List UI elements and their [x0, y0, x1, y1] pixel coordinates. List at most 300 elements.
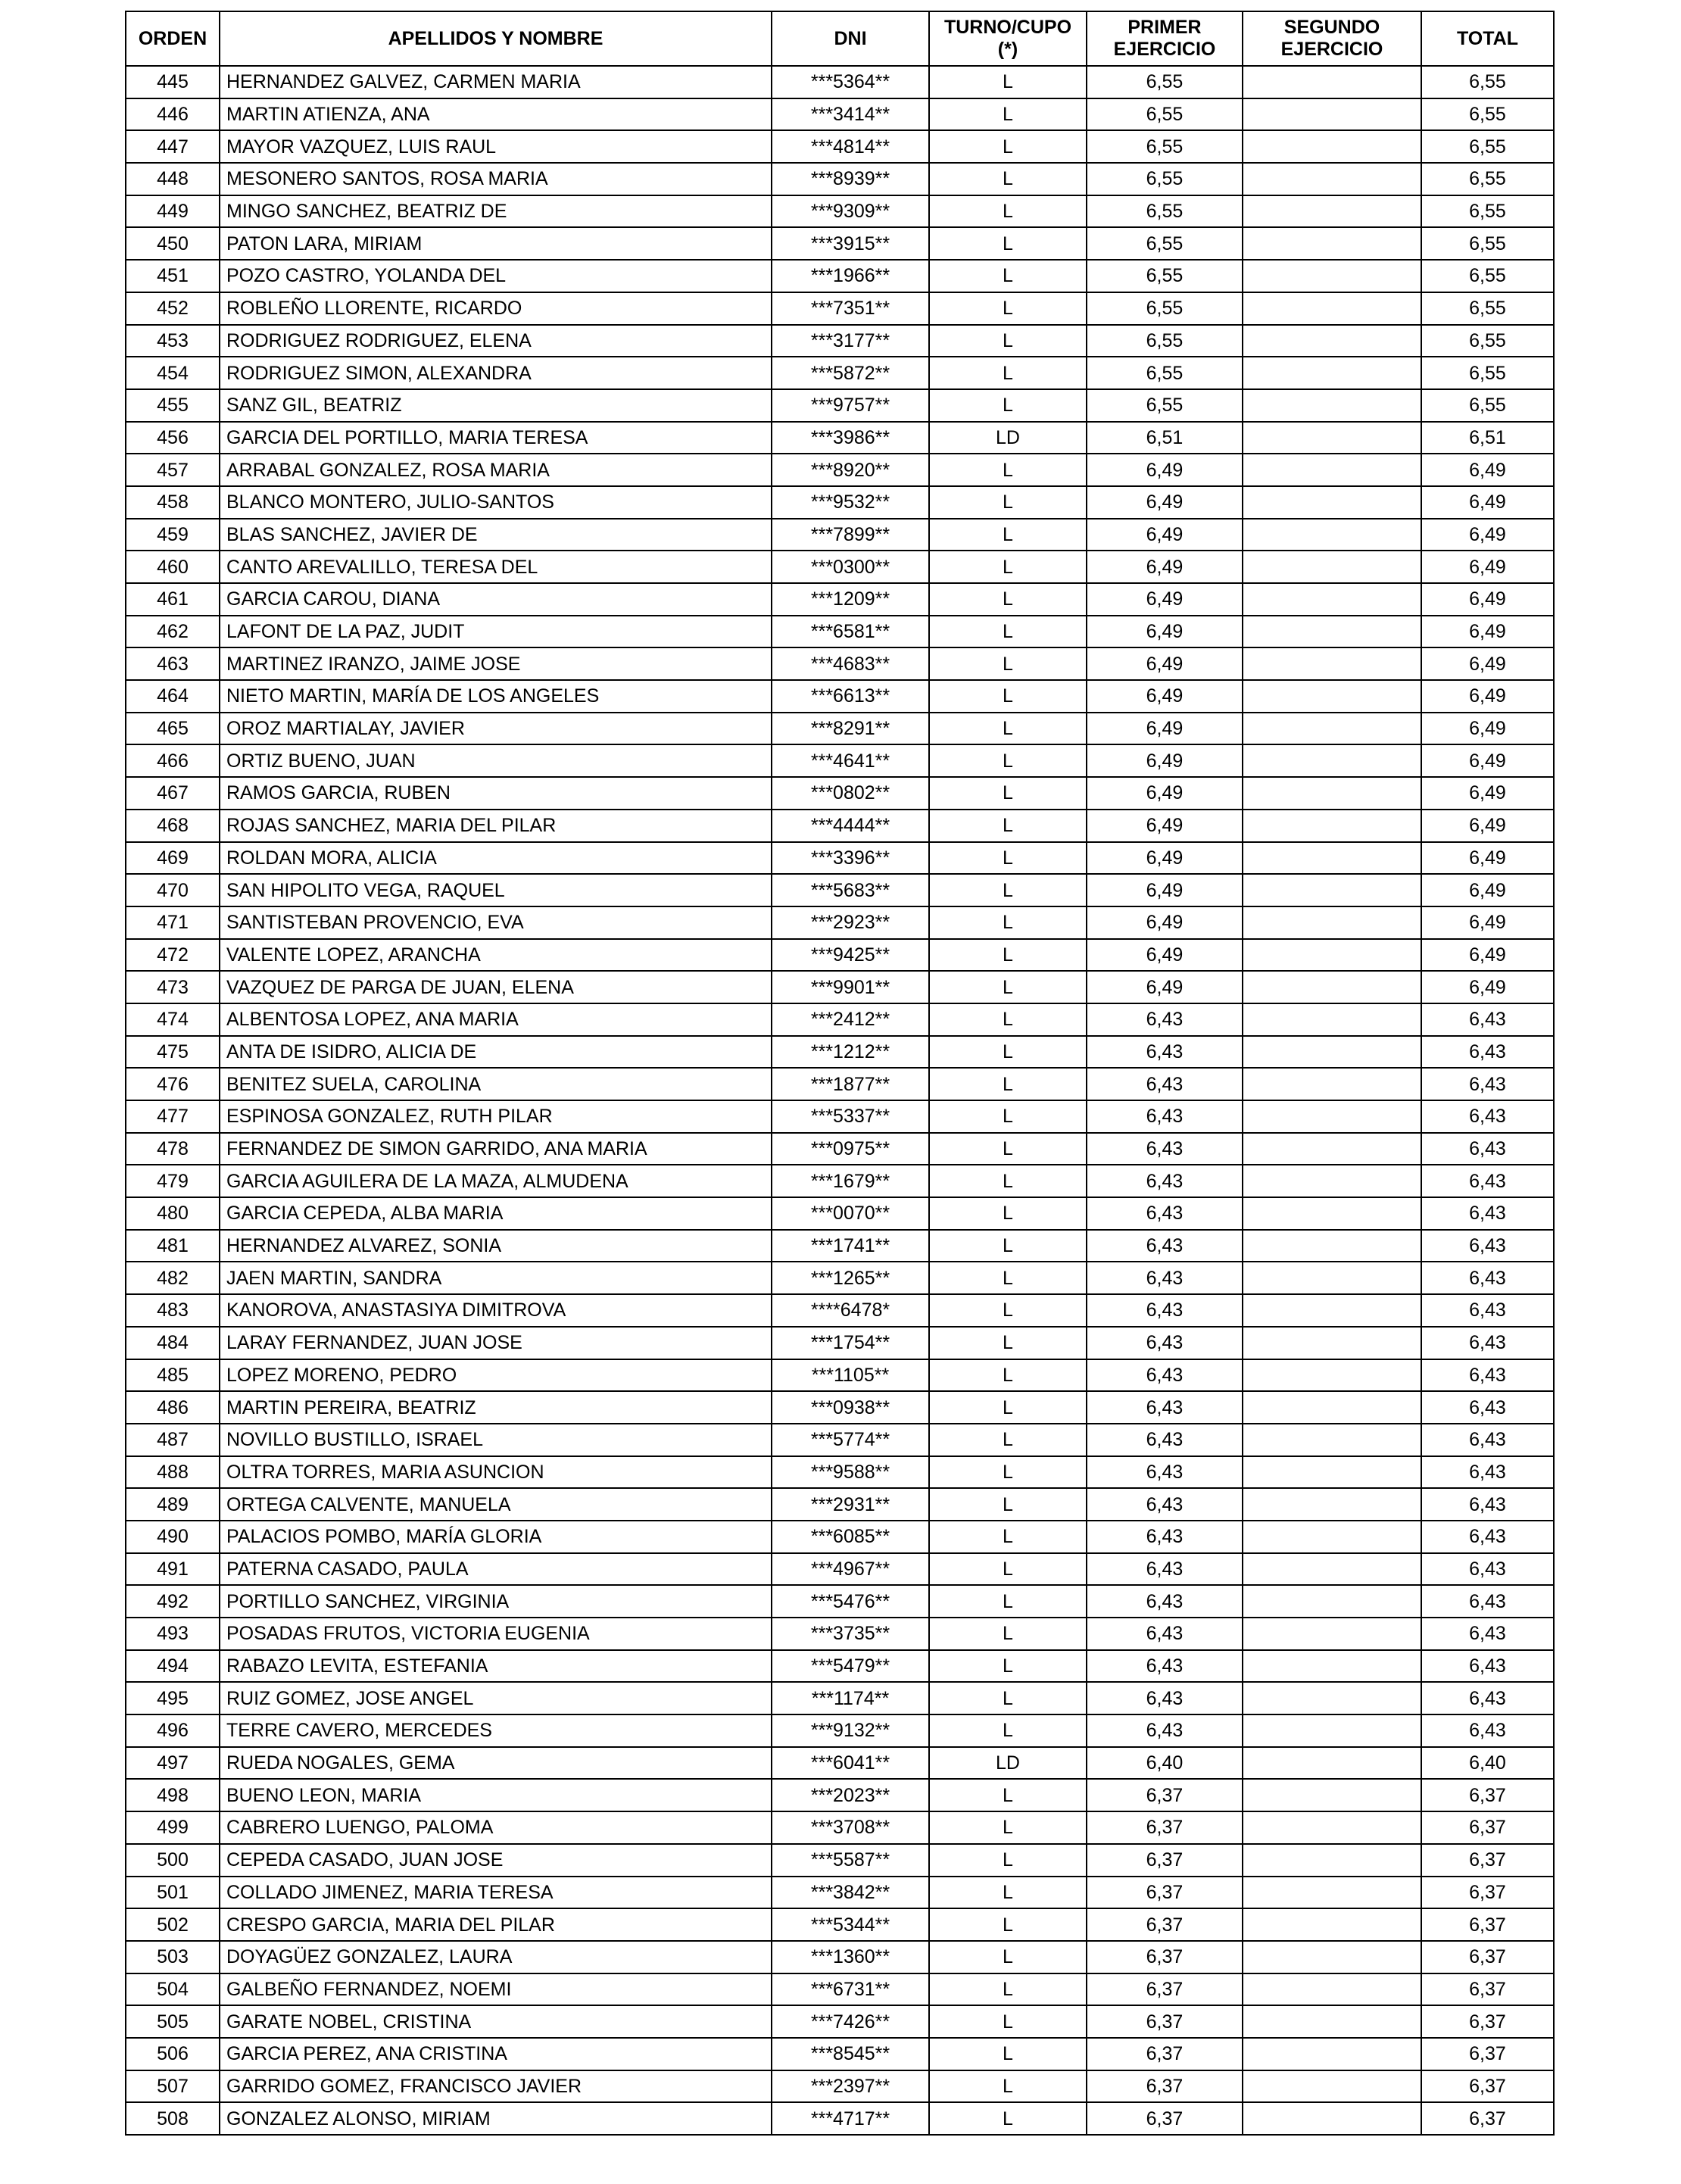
cell-segundo-ejercicio — [1243, 163, 1421, 195]
cell-turno-cupo: LD — [929, 1747, 1087, 1780]
table-row — [126, 1682, 1554, 1714]
cell-primer-ejercicio: 6,37 — [1087, 2102, 1243, 2135]
cell-total: 6,49 — [1421, 551, 1554, 583]
cell-segundo-ejercicio — [1243, 874, 1421, 906]
cell-nombre: MINGO SANCHEZ, BEATRIZ DE — [220, 195, 772, 228]
cell-nombre: ROBLEÑO LLORENTE, RICARDO — [220, 292, 772, 325]
table-row — [126, 325, 1554, 357]
cell-dni: ***1209** — [772, 583, 929, 616]
cell-primer-ejercicio: 6,40 — [1087, 1747, 1243, 1780]
cell-segundo-ejercicio — [1243, 744, 1421, 777]
cell-turno-cupo: L — [929, 874, 1087, 906]
cell-primer-ejercicio: 6,49 — [1087, 842, 1243, 875]
cell-primer-ejercicio: 6,49 — [1087, 519, 1243, 551]
cell-orden: 479 — [126, 1165, 220, 1197]
cell-nombre: ANTA DE ISIDRO, ALICIA DE — [220, 1036, 772, 1069]
cell-nombre: LARAY FERNANDEZ, JUAN JOSE — [220, 1327, 772, 1359]
table-row — [126, 1779, 1554, 1811]
cell-primer-ejercicio: 6,43 — [1087, 1714, 1243, 1747]
cell-dni: ***3915** — [772, 227, 929, 260]
cell-turno-cupo: L — [929, 66, 1087, 98]
cell-turno-cupo: L — [929, 1133, 1087, 1165]
cell-orden: 471 — [126, 906, 220, 939]
cell-segundo-ejercicio — [1243, 583, 1421, 616]
cell-orden: 449 — [126, 195, 220, 228]
cell-segundo-ejercicio — [1243, 519, 1421, 551]
cell-turno-cupo: L — [929, 842, 1087, 875]
table-row — [126, 1973, 1554, 2006]
cell-segundo-ejercicio — [1243, 1521, 1421, 1553]
cell-dni: ***5774** — [772, 1424, 929, 1456]
cell-nombre: DOYAGÜEZ GONZALEZ, LAURA — [220, 1941, 772, 1973]
cell-segundo-ejercicio — [1243, 1553, 1421, 1586]
cell-segundo-ejercicio — [1243, 810, 1421, 842]
cell-primer-ejercicio: 6,37 — [1087, 1973, 1243, 2006]
cell-turno-cupo: L — [929, 1714, 1087, 1747]
cell-segundo-ejercicio — [1243, 1424, 1421, 1456]
cell-turno-cupo: L — [929, 357, 1087, 389]
cell-nombre: FERNANDEZ DE SIMON GARRIDO, ANA MARIA — [220, 1133, 772, 1165]
cell-segundo-ejercicio — [1243, 1877, 1421, 1909]
cell-orden: 457 — [126, 454, 220, 486]
cell-turno-cupo: L — [929, 2005, 1087, 2038]
cell-dni: ***2412** — [772, 1003, 929, 1036]
table-row — [126, 2005, 1554, 2038]
cell-segundo-ejercicio — [1243, 971, 1421, 1003]
cell-primer-ejercicio: 6,43 — [1087, 1391, 1243, 1424]
table-row — [126, 906, 1554, 939]
table-row — [126, 519, 1554, 551]
cell-nombre: RODRIGUEZ RODRIGUEZ, ELENA — [220, 325, 772, 357]
cell-dni: ***9901** — [772, 971, 929, 1003]
cell-segundo-ejercicio — [1243, 1973, 1421, 2006]
header-primer-ejercicio — [1087, 11, 1243, 66]
cell-orden: 451 — [126, 260, 220, 292]
header-segundo-ejercicio — [1243, 11, 1421, 66]
header-segundo-line2: EJERCICIO — [1280, 39, 1383, 60]
cell-segundo-ejercicio — [1243, 1003, 1421, 1036]
cell-segundo-ejercicio — [1243, 1230, 1421, 1262]
cell-nombre: SANTISTEBAN PROVENCIO, EVA — [220, 906, 772, 939]
table-row — [126, 744, 1554, 777]
cell-primer-ejercicio: 6,49 — [1087, 551, 1243, 583]
table-row — [126, 1908, 1554, 1941]
cell-total: 6,37 — [1421, 2038, 1554, 2070]
cell-nombre: GARCIA DEL PORTILLO, MARIA TERESA — [220, 422, 772, 454]
cell-primer-ejercicio: 6,55 — [1087, 66, 1243, 98]
cell-turno-cupo: L — [929, 1682, 1087, 1714]
cell-segundo-ejercicio — [1243, 1197, 1421, 1230]
cell-orden: 487 — [126, 1424, 220, 1456]
cell-turno-cupo: L — [929, 1521, 1087, 1553]
cell-orden: 498 — [126, 1779, 220, 1811]
cell-primer-ejercicio: 6,43 — [1087, 1036, 1243, 1069]
cell-total: 6,37 — [1421, 1779, 1554, 1811]
cell-total: 6,49 — [1421, 616, 1554, 648]
cell-primer-ejercicio: 6,43 — [1087, 1262, 1243, 1294]
cell-total: 6,43 — [1421, 1036, 1554, 1069]
cell-primer-ejercicio: 6,55 — [1087, 389, 1243, 422]
cell-segundo-ejercicio — [1243, 422, 1421, 454]
cell-nombre: MARTINEZ IRANZO, JAIME JOSE — [220, 647, 772, 680]
cell-total: 6,49 — [1421, 454, 1554, 486]
cell-nombre: CEPEDA CASADO, JUAN JOSE — [220, 1844, 772, 1877]
cell-dni: ***9588** — [772, 1456, 929, 1489]
cell-turno-cupo: L — [929, 1036, 1087, 1069]
cell-segundo-ejercicio — [1243, 2102, 1421, 2135]
cell-total: 6,37 — [1421, 1973, 1554, 2006]
cell-total: 6,49 — [1421, 906, 1554, 939]
table-row — [126, 163, 1554, 195]
cell-segundo-ejercicio — [1243, 454, 1421, 486]
cell-dni: ***0938** — [772, 1391, 929, 1424]
cell-orden: 481 — [126, 1230, 220, 1262]
cell-dni: ***3414** — [772, 98, 929, 131]
cell-primer-ejercicio: 6,37 — [1087, 2038, 1243, 2070]
table-row — [126, 680, 1554, 713]
cell-turno-cupo: L — [929, 1811, 1087, 1844]
cell-total: 6,40 — [1421, 1747, 1554, 1780]
cell-primer-ejercicio: 6,43 — [1087, 1133, 1243, 1165]
cell-orden: 489 — [126, 1488, 220, 1521]
cell-total: 6,55 — [1421, 195, 1554, 228]
cell-total: 6,43 — [1421, 1133, 1554, 1165]
table-row — [126, 551, 1554, 583]
cell-total: 6,49 — [1421, 744, 1554, 777]
cell-segundo-ejercicio — [1243, 1488, 1421, 1521]
cell-total: 6,55 — [1421, 227, 1554, 260]
cell-dni: ***8939** — [772, 163, 929, 195]
cell-primer-ejercicio: 6,37 — [1087, 1779, 1243, 1811]
cell-nombre: GALBEÑO FERNANDEZ, NOEMI — [220, 1973, 772, 2006]
cell-turno-cupo: L — [929, 486, 1087, 519]
cell-primer-ejercicio: 6,43 — [1087, 1100, 1243, 1133]
cell-nombre: GARCIA CAROU, DIANA — [220, 583, 772, 616]
cell-turno-cupo: L — [929, 1650, 1087, 1683]
table-row — [126, 1424, 1554, 1456]
header-segundo-line1: SEGUNDO — [1283, 17, 1380, 38]
table-row — [126, 1294, 1554, 1327]
cell-dni: ***5476** — [772, 1585, 929, 1618]
cell-total: 6,49 — [1421, 971, 1554, 1003]
cell-nombre: SAN HIPOLITO VEGA, RAQUEL — [220, 874, 772, 906]
cell-segundo-ejercicio — [1243, 1779, 1421, 1811]
cell-total: 6,43 — [1421, 1003, 1554, 1036]
cell-total: 6,43 — [1421, 1100, 1554, 1133]
cell-primer-ejercicio: 6,55 — [1087, 163, 1243, 195]
table-row — [126, 1197, 1554, 1230]
cell-total: 6,37 — [1421, 2102, 1554, 2135]
cell-orden: 504 — [126, 1973, 220, 2006]
table-row — [126, 1844, 1554, 1877]
cell-total: 6,49 — [1421, 777, 1554, 810]
cell-dni: ***4814** — [772, 130, 929, 163]
cell-nombre: RAMOS GARCIA, RUBEN — [220, 777, 772, 810]
table-row — [126, 1941, 1554, 1973]
cell-primer-ejercicio: 6,37 — [1087, 2070, 1243, 2103]
table-row — [126, 1585, 1554, 1618]
cell-nombre: ROLDAN MORA, ALICIA — [220, 842, 772, 875]
cell-primer-ejercicio: 6,49 — [1087, 454, 1243, 486]
table-row — [126, 874, 1554, 906]
header-total: TOTAL — [1421, 11, 1554, 66]
cell-total: 6,43 — [1421, 1456, 1554, 1489]
cell-turno-cupo: L — [929, 1294, 1087, 1327]
cell-turno-cupo: L — [929, 519, 1087, 551]
cell-orden: 476 — [126, 1068, 220, 1100]
header-turno-line2: (*) — [997, 39, 1018, 60]
cell-orden: 467 — [126, 777, 220, 810]
cell-dni: ***9309** — [772, 195, 929, 228]
table-row — [126, 583, 1554, 616]
cell-dni: ***5344** — [772, 1908, 929, 1941]
cell-segundo-ejercicio — [1243, 1811, 1421, 1844]
table-row — [126, 810, 1554, 842]
table-row — [126, 454, 1554, 486]
cell-orden: 460 — [126, 551, 220, 583]
cell-orden: 448 — [126, 163, 220, 195]
cell-turno-cupo: L — [929, 647, 1087, 680]
cell-orden: 480 — [126, 1197, 220, 1230]
cell-segundo-ejercicio — [1243, 1133, 1421, 1165]
cell-turno-cupo: L — [929, 260, 1087, 292]
table-row — [126, 842, 1554, 875]
cell-dni: ***1966** — [772, 260, 929, 292]
table-row — [126, 195, 1554, 228]
cell-segundo-ejercicio — [1243, 292, 1421, 325]
cell-segundo-ejercicio — [1243, 2070, 1421, 2103]
cell-dni: ***9532** — [772, 486, 929, 519]
table-row — [126, 1100, 1554, 1133]
cell-nombre: ALBENTOSA LOPEZ, ANA MARIA — [220, 1003, 772, 1036]
table-row — [126, 971, 1554, 1003]
cell-orden: 445 — [126, 66, 220, 98]
cell-nombre: CRESPO GARCIA, MARIA DEL PILAR — [220, 1908, 772, 1941]
cell-segundo-ejercicio — [1243, 1327, 1421, 1359]
cell-nombre: ORTIZ BUENO, JUAN — [220, 744, 772, 777]
cell-turno-cupo: L — [929, 1100, 1087, 1133]
cell-nombre: HERNANDEZ GALVEZ, CARMEN MARIA — [220, 66, 772, 98]
cell-primer-ejercicio: 6,49 — [1087, 713, 1243, 745]
cell-nombre: JAEN MARTIN, SANDRA — [220, 1262, 772, 1294]
cell-dni: ***4641** — [772, 744, 929, 777]
cell-turno-cupo: L — [929, 1941, 1087, 1973]
cell-dni: ***3708** — [772, 1811, 929, 1844]
cell-dni: ***5587** — [772, 1844, 929, 1877]
cell-nombre: GARCIA CEPEDA, ALBA MARIA — [220, 1197, 772, 1230]
cell-primer-ejercicio: 6,49 — [1087, 777, 1243, 810]
cell-turno-cupo: L — [929, 1618, 1087, 1650]
cell-turno-cupo: L — [929, 1844, 1087, 1877]
cell-orden: 472 — [126, 939, 220, 972]
cell-primer-ejercicio: 6,43 — [1087, 1068, 1243, 1100]
cell-total: 6,37 — [1421, 1941, 1554, 1973]
cell-dni: ***3396** — [772, 842, 929, 875]
table-row — [126, 939, 1554, 972]
table-row — [126, 1650, 1554, 1683]
cell-nombre: PALACIOS POMBO, MARÍA GLORIA — [220, 1521, 772, 1553]
cell-nombre: ORTEGA CALVENTE, MANUELA — [220, 1488, 772, 1521]
cell-segundo-ejercicio — [1243, 1165, 1421, 1197]
cell-primer-ejercicio: 6,43 — [1087, 1650, 1243, 1683]
cell-orden: 508 — [126, 2102, 220, 2135]
cell-orden: 495 — [126, 1682, 220, 1714]
cell-turno-cupo: L — [929, 713, 1087, 745]
cell-orden: 469 — [126, 842, 220, 875]
cell-primer-ejercicio: 6,43 — [1087, 1327, 1243, 1359]
cell-orden: 453 — [126, 325, 220, 357]
cell-orden: 485 — [126, 1359, 220, 1392]
cell-segundo-ejercicio — [1243, 939, 1421, 972]
cell-segundo-ejercicio — [1243, 1747, 1421, 1780]
cell-orden: 456 — [126, 422, 220, 454]
cell-segundo-ejercicio — [1243, 1585, 1421, 1618]
cell-segundo-ejercicio — [1243, 2038, 1421, 2070]
cell-segundo-ejercicio — [1243, 1036, 1421, 1069]
cell-dni: ***3177** — [772, 325, 929, 357]
cell-nombre: GARCIA AGUILERA DE LA MAZA, ALMUDENA — [220, 1165, 772, 1197]
cell-orden: 477 — [126, 1100, 220, 1133]
cell-dni: ***4717** — [772, 2102, 929, 2135]
cell-total: 6,55 — [1421, 325, 1554, 357]
cell-dni: ***7351** — [772, 292, 929, 325]
cell-dni: ***1212** — [772, 1036, 929, 1069]
cell-total: 6,43 — [1421, 1618, 1554, 1650]
cell-turno-cupo: L — [929, 1877, 1087, 1909]
cell-primer-ejercicio: 6,43 — [1087, 1521, 1243, 1553]
cell-dni: ***5364** — [772, 66, 929, 98]
cell-total: 6,55 — [1421, 357, 1554, 389]
header-turno-line1: TURNO/CUPO — [943, 17, 1072, 38]
cell-total: 6,43 — [1421, 1650, 1554, 1683]
table-row — [126, 2102, 1554, 2135]
cell-turno-cupo: L — [929, 1068, 1087, 1100]
cell-primer-ejercicio: 6,49 — [1087, 680, 1243, 713]
cell-total: 6,49 — [1421, 647, 1554, 680]
cell-nombre: NOVILLO BUSTILLO, ISRAEL — [220, 1424, 772, 1456]
cell-orden: 505 — [126, 2005, 220, 2038]
header-orden: ORDEN — [126, 11, 220, 66]
cell-total: 6,43 — [1421, 1359, 1554, 1392]
cell-primer-ejercicio: 6,49 — [1087, 647, 1243, 680]
cell-nombre: TERRE CAVERO, MERCEDES — [220, 1714, 772, 1747]
cell-orden: 450 — [126, 227, 220, 260]
cell-dni: ***8291** — [772, 713, 929, 745]
cell-nombre: MARTIN ATIENZA, ANA — [220, 98, 772, 131]
cell-dni: ***1174** — [772, 1682, 929, 1714]
cell-segundo-ejercicio — [1243, 2005, 1421, 2038]
cell-primer-ejercicio: 6,43 — [1087, 1618, 1243, 1650]
cell-segundo-ejercicio — [1243, 842, 1421, 875]
cell-nombre: BUENO LEON, MARIA — [220, 1779, 772, 1811]
cell-nombre: POSADAS FRUTOS, VICTORIA EUGENIA — [220, 1618, 772, 1650]
cell-total: 6,55 — [1421, 260, 1554, 292]
cell-dni: ***3735** — [772, 1618, 929, 1650]
table-row — [126, 98, 1554, 131]
cell-total: 6,43 — [1421, 1424, 1554, 1456]
header-primer-line1: PRIMER — [1127, 17, 1202, 38]
cell-turno-cupo: L — [929, 1327, 1087, 1359]
cell-segundo-ejercicio — [1243, 98, 1421, 131]
cell-primer-ejercicio: 6,43 — [1087, 1456, 1243, 1489]
cell-turno-cupo: L — [929, 616, 1087, 648]
cell-dni: ***5872** — [772, 357, 929, 389]
table-row — [126, 260, 1554, 292]
cell-nombre: VAZQUEZ DE PARGA DE JUAN, ELENA — [220, 971, 772, 1003]
cell-segundo-ejercicio — [1243, 130, 1421, 163]
cell-orden: 478 — [126, 1133, 220, 1165]
cell-nombre: COLLADO JIMENEZ, MARIA TERESA — [220, 1877, 772, 1909]
cell-turno-cupo: L — [929, 2038, 1087, 2070]
cell-total: 6,55 — [1421, 292, 1554, 325]
cell-turno-cupo: L — [929, 1973, 1087, 2006]
cell-turno-cupo: L — [929, 906, 1087, 939]
cell-primer-ejercicio: 6,43 — [1087, 1682, 1243, 1714]
cell-turno-cupo: L — [929, 1488, 1087, 1521]
cell-total: 6,43 — [1421, 1165, 1554, 1197]
cell-dni: ***0975** — [772, 1133, 929, 1165]
cell-dni: ***4967** — [772, 1553, 929, 1586]
cell-primer-ejercicio: 6,43 — [1087, 1585, 1243, 1618]
cell-dni: ***3842** — [772, 1877, 929, 1909]
cell-nombre: ARRABAL GONZALEZ, ROSA MARIA — [220, 454, 772, 486]
cell-segundo-ejercicio — [1243, 1262, 1421, 1294]
cell-orden: 496 — [126, 1714, 220, 1747]
cell-primer-ejercicio: 6,49 — [1087, 583, 1243, 616]
cell-orden: 462 — [126, 616, 220, 648]
cell-total: 6,37 — [1421, 1908, 1554, 1941]
cell-segundo-ejercicio — [1243, 389, 1421, 422]
cell-turno-cupo: L — [929, 810, 1087, 842]
cell-nombre: ROJAS SANCHEZ, MARIA DEL PILAR — [220, 810, 772, 842]
cell-segundo-ejercicio — [1243, 1618, 1421, 1650]
cell-turno-cupo: L — [929, 680, 1087, 713]
cell-total: 6,43 — [1421, 1585, 1554, 1618]
cell-orden: 464 — [126, 680, 220, 713]
cell-total: 6,43 — [1421, 1327, 1554, 1359]
cell-segundo-ejercicio — [1243, 713, 1421, 745]
table-row — [126, 292, 1554, 325]
cell-segundo-ejercicio — [1243, 1391, 1421, 1424]
cell-primer-ejercicio: 6,49 — [1087, 939, 1243, 972]
cell-turno-cupo: L — [929, 130, 1087, 163]
cell-dni: ***4444** — [772, 810, 929, 842]
cell-primer-ejercicio: 6,55 — [1087, 260, 1243, 292]
cell-nombre: MARTIN PEREIRA, BEATRIZ — [220, 1391, 772, 1424]
cell-segundo-ejercicio — [1243, 616, 1421, 648]
cell-dni: ***0802** — [772, 777, 929, 810]
cell-turno-cupo: L — [929, 777, 1087, 810]
table-row — [126, 1714, 1554, 1747]
table-row — [126, 1811, 1554, 1844]
cell-orden: 507 — [126, 2070, 220, 2103]
cell-dni: ***5337** — [772, 1100, 929, 1133]
table-row — [126, 1036, 1554, 1069]
cell-orden: 446 — [126, 98, 220, 131]
cell-dni: ***6731** — [772, 1973, 929, 2006]
cell-orden: 470 — [126, 874, 220, 906]
cell-orden: 454 — [126, 357, 220, 389]
cell-turno-cupo: L — [929, 1359, 1087, 1392]
cell-total: 6,43 — [1421, 1230, 1554, 1262]
cell-orden: 468 — [126, 810, 220, 842]
cell-primer-ejercicio: 6,37 — [1087, 1941, 1243, 1973]
cell-total: 6,55 — [1421, 389, 1554, 422]
cell-primer-ejercicio: 6,43 — [1087, 1553, 1243, 1586]
cell-total: 6,43 — [1421, 1197, 1554, 1230]
cell-primer-ejercicio: 6,37 — [1087, 2005, 1243, 2038]
cell-orden: 506 — [126, 2038, 220, 2070]
